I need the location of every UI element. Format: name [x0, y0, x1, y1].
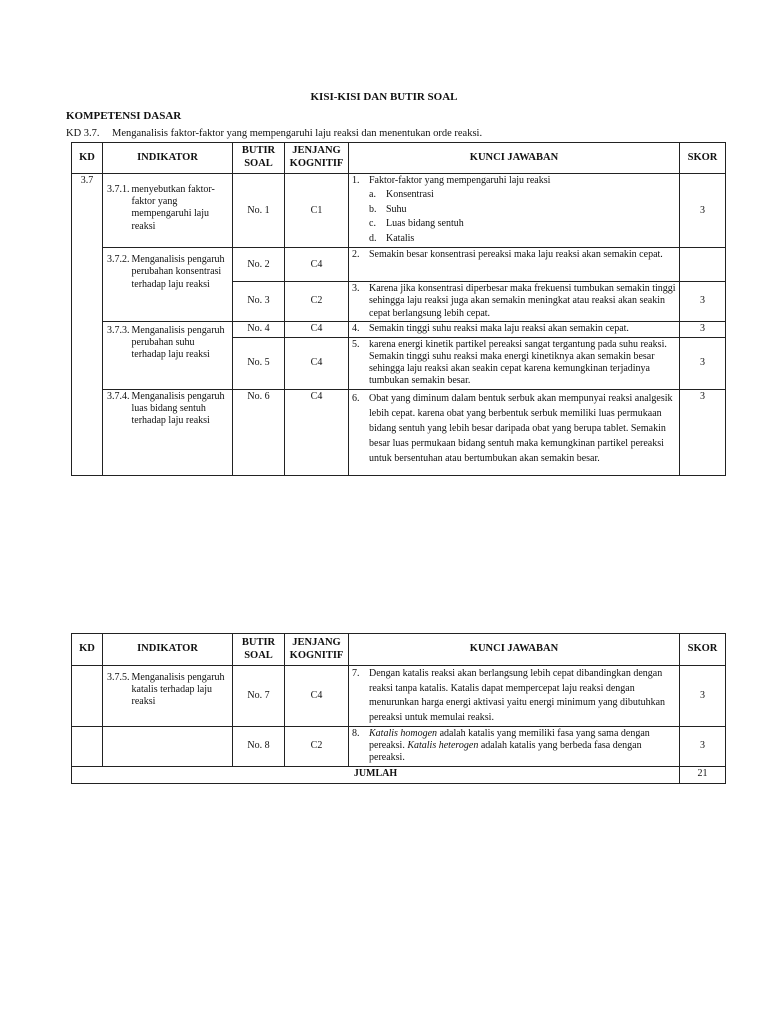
- indicator-cell: [103, 727, 233, 767]
- list-item: d. Katalis: [369, 232, 415, 244]
- header-skor: SKOR: [680, 143, 726, 174]
- soal-cell: No. 1: [233, 174, 285, 248]
- indicator-cell: 3.7.5. Menganalisis pengaruh katalis terhadap laju reaksi: [103, 666, 233, 727]
- list-item: c. Luas bidang sentuh: [369, 218, 464, 230]
- kd-cell: [72, 727, 103, 767]
- list-item: a. Konsentrasi: [369, 189, 434, 201]
- total-row: [72, 766, 726, 783]
- total-score: 21: [680, 766, 726, 783]
- page-title: KISI-KISI DAN BUTIR SOAL: [310, 91, 458, 103]
- option-list: [352, 188, 676, 246]
- kd-cell: 3.7: [72, 174, 103, 476]
- kisi-table-2: [71, 633, 726, 784]
- answer-cell: 7. Dengan katalis reaksi akan berlangsung lebih cepat dibandingkan dengan reaksi tanpa katalis. Katalis dapat mempercepat laju reaksi dengan menurunkan harga energi aktivasi yaitu energi minimum yang dibutuhkan pereaksi untuk memulai reaksi.: [349, 666, 680, 727]
- level-cell: C4: [285, 321, 349, 337]
- soal-cell: No. 2: [233, 248, 285, 282]
- soal-cell: No. 7: [233, 666, 285, 727]
- header-skor: SKOR: [680, 634, 726, 666]
- table-header-row: [72, 634, 726, 666]
- score-cell: 3: [680, 337, 726, 389]
- kd-statement: [66, 128, 482, 139]
- answer-cell: 3. Karena jika konsentrasi diperbesar maka frekuensi tumbukan semakin tinggi sehingga laju reaksi juga akan semakin meningkat atau reaksi akan seakin cepat berlangsung lebih cepat.: [349, 282, 680, 322]
- soal-cell: No. 8: [233, 727, 285, 767]
- level-cell: C1: [285, 174, 349, 248]
- level-cell: C4: [285, 337, 349, 389]
- header-jenjang: JENJANG KOGNITIF: [285, 634, 349, 666]
- answer-cell: 4. Semakin tinggi suhu reaksi maka laju reaksi akan semakin cepat.: [349, 321, 680, 337]
- level-cell: C4: [285, 666, 349, 727]
- soal-cell: No. 5: [233, 337, 285, 389]
- table-row: [72, 321, 726, 337]
- score-cell: 3: [680, 389, 726, 475]
- level-cell: C2: [285, 727, 349, 767]
- score-cell: 3: [680, 321, 726, 337]
- score-cell: 3: [680, 282, 726, 322]
- indicator-cell: 3.7.3. Menganalisis pengaruh perubahan suhu terhadap laju reaksi: [103, 321, 233, 389]
- soal-cell: No. 6: [233, 389, 285, 475]
- answer-cell: 1. Faktor-faktor yang mempengaruhi laju reaksi a. Konsentrasi b. Suhu c. Luas bidang sentuh d. Katalis: [349, 174, 680, 248]
- header-indikator: INDIKATOR: [103, 634, 233, 666]
- soal-cell: No. 3: [233, 282, 285, 322]
- header-kd: KD: [72, 143, 103, 174]
- answer-cell: 8. Katalis homogen adalah katalis yang memiliki fasa yang sama dengan pereaksi. Katalis heterogen adalah katalis yang berbeda fasa dengan pereaksi.: [349, 727, 680, 767]
- answer-cell: 5. karena energi kinetik partikel pereaksi sangat tergantung pada suhu reaksi. Semakin tinggi suhu reaksi maka energi kinetiknya akan semakin besar sehingga laju reaksi akan seakin cepat karena kemungkinan terjadinya tumbukan semakin besar.: [349, 337, 680, 389]
- header-butir-soal: BUTIR SOAL: [233, 634, 285, 666]
- header-jenjang: JENJANG KOGNITIF: [285, 143, 349, 174]
- answer-cell: 6. Obat yang diminum dalam bentuk serbuk akan mempunyai reaksi analgesik lebih cepat. karena obat yang berbentuk serbuk memiliki luas permukaan bidang sentuh yang lebih besar daripada obat yang berupa tablet. Semakin besar luas permukaan bidang sentuh maka kemungkinan partikel pereaksi untuk bersentuhan atau bertumbukan akan semakin besar.: [349, 389, 680, 475]
- score-cell: 3: [680, 666, 726, 727]
- score-cell: 3: [680, 174, 726, 248]
- score-cell: 3: [680, 727, 726, 767]
- table-header-row: [72, 143, 726, 174]
- kd-cell: [72, 666, 103, 727]
- answer-cell: 2. Semakin besar konsentrasi pereaksi maka laju reaksi akan semakin cepat.: [349, 248, 680, 282]
- indicator-cell: 3.7.1. menyebutkan faktor-faktor yang mempengaruhi laju reaksi: [103, 174, 233, 248]
- header-kunci-jawaban: KUNCI JAWABAN: [349, 143, 680, 174]
- table-row: [72, 666, 726, 727]
- kd-number: KD 3.7.: [66, 128, 100, 139]
- level-cell: C4: [285, 248, 349, 282]
- header-kunci-jawaban: KUNCI JAWABAN: [349, 634, 680, 666]
- table-row: [72, 727, 726, 767]
- list-item: b. Suhu: [369, 203, 407, 215]
- total-label: JUMLAH: [72, 766, 680, 783]
- table-row: [72, 248, 726, 282]
- level-cell: C4: [285, 389, 349, 475]
- table-row: [72, 174, 726, 248]
- header-kd: KD: [72, 634, 103, 666]
- score-cell: [680, 248, 726, 282]
- section-heading: KOMPETENSI DASAR: [66, 110, 182, 122]
- indicator-cell: 3.7.4. Menganalisis pengaruh luas bidang sentuh terhadap laju reaksi: [103, 389, 233, 475]
- kisi-table-1: [71, 142, 726, 476]
- kd-text: Menganalisis faktor-faktor yang mempengaruhi laju reaksi dan menentukan orde reaksi.: [112, 128, 483, 139]
- indicator-cell: 3.7.2. Menganalisis pengaruh perubahan konsentrasi terhadap laju reaksi: [103, 248, 233, 322]
- table-row: [72, 389, 726, 475]
- soal-cell: No. 4: [233, 321, 285, 337]
- level-cell: C2: [285, 282, 349, 322]
- header-butir-soal: BUTIR SOAL: [233, 143, 285, 174]
- header-indikator: INDIKATOR: [103, 143, 233, 174]
